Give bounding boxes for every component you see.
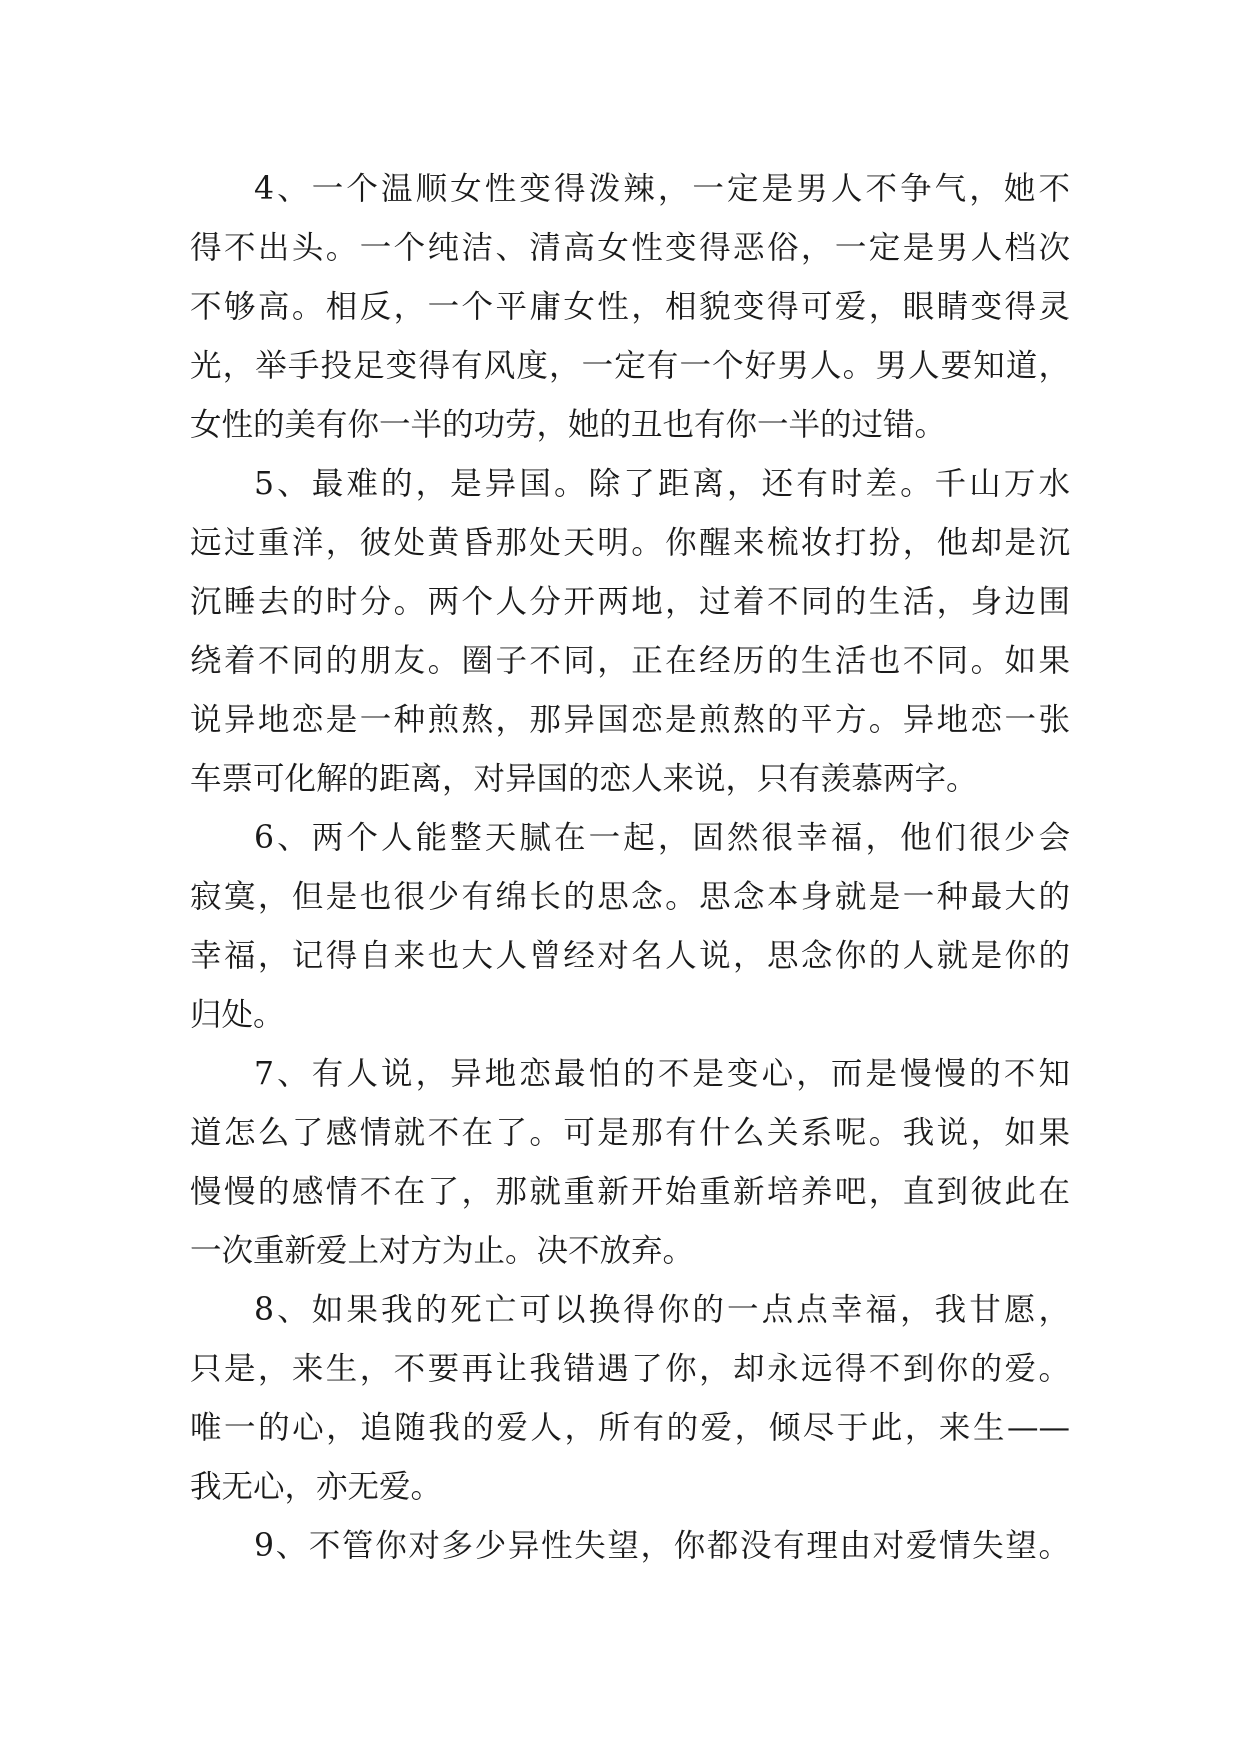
text-line: 8、如果我的死亡可以换得你的一点点幸福，我甘愿， xyxy=(254,1292,1070,1328)
text-line: 不够高。相反，一个平庸女性，相貌变得可爱，眼睛变得灵 xyxy=(190,289,1070,325)
text-line: 远过重洋，彼处黄昏那处天明。你醒来梳妆打扮，他却是沉 xyxy=(190,525,1070,561)
text-line: 唯一的心，追随我的爱人，所有的爱，倾尽于此，来生—— xyxy=(190,1410,1070,1446)
text-line: 女性的美有你一半的功劳，她的丑也有你一半的过错。 xyxy=(190,407,947,443)
text-line: 沉睡去的时分。两个人分开两地，过着不同的生活，身边围 xyxy=(190,584,1070,620)
paragraph-5 xyxy=(190,455,1070,809)
paragraph-7 xyxy=(190,1045,1070,1281)
text-line: 慢慢的感情不在了，那就重新开始重新培养吧，直到彼此在 xyxy=(190,1174,1070,1210)
paragraph-6 xyxy=(190,809,1070,1045)
paragraph-8 xyxy=(190,1281,1070,1517)
text-line: 归处。 xyxy=(190,997,285,1033)
document-body xyxy=(190,160,1070,1576)
text-line: 得不出头。一个纯洁、清高女性变得恶俗，一定是男人档次 xyxy=(190,230,1070,266)
text-line: 9、不管你对多少异性失望，你都没有理由对爱情失望。 xyxy=(254,1528,1070,1564)
text-line: 说异地恋是一种煎熬，那异国恋是煎熬的平方。异地恋一张 xyxy=(190,702,1070,738)
text-line: 5、最难的，是异国。除了距离，还有时差。千山万水 xyxy=(254,466,1070,502)
text-line: 道怎么了感情就不在了。可是那有什么关系呢。我说，如果 xyxy=(190,1115,1070,1151)
paragraph-9 xyxy=(190,1517,1070,1576)
text-line: 只是，来生，不要再让我错遇了你，却永远得不到你的爱。 xyxy=(190,1351,1070,1387)
text-line: 绕着不同的朋友。圈子不同，正在经历的生活也不同。如果 xyxy=(190,643,1070,679)
text-line: 幸福，记得自来也大人曾经对名人说，思念你的人就是你的 xyxy=(190,938,1070,974)
text-line: 车票可化解的距离，对异国的恋人来说，只有羡慕两字。 xyxy=(190,761,978,797)
paragraph-4 xyxy=(190,160,1070,455)
text-line: 一次重新爱上对方为止。决不放弃。 xyxy=(190,1233,695,1269)
text-line: 光，举手投足变得有风度，一定有一个好男人。男人要知道， xyxy=(190,348,1070,384)
text-line: 6、两个人能整天腻在一起，固然很幸福，他们很少会 xyxy=(254,820,1070,856)
text-line: 7、有人说，异地恋最怕的不是变心，而是慢慢的不知 xyxy=(254,1056,1070,1092)
text-line: 4、一个温顺女性变得泼辣，一定是男人不争气，她不 xyxy=(254,171,1070,207)
text-line: 寂寞，但是也很少有绵长的思念。思念本身就是一种最大的 xyxy=(190,879,1070,915)
text-line: 我无心，亦无爱。 xyxy=(190,1469,443,1505)
